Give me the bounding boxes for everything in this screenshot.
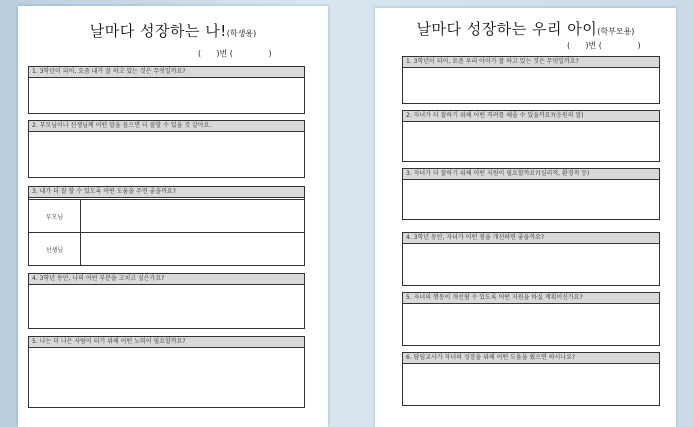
question-header: 5. 나는 더 나은 사람이 되기 위해 어떤 노력이 필요할까요? (29, 337, 304, 348)
answer-area[interactable] (29, 348, 304, 408)
answer-area[interactable] (29, 78, 304, 114)
answer-area[interactable] (403, 180, 659, 220)
answer-area[interactable] (29, 132, 304, 178)
parent-row-label: 부모님 (29, 200, 81, 233)
parent-title-main: 날마다 성장하는 우리 아이 (416, 20, 598, 38)
student-title-suffix: (학생용) (226, 29, 257, 38)
student-question-3 (28, 186, 305, 266)
parent-question-1 (402, 56, 660, 104)
question-header: 3. 자녀가 더 잘하기 위해 어떤 지원이 필요할까요?(심리적, 환경적 등) (403, 169, 659, 180)
parent-number-line: ( )번 ( ) (567, 41, 641, 50)
question-header: 4. 3학년 동안, 나의 어떤 부분을 고치고 싶은가요? (29, 274, 304, 285)
teacher-row[interactable] (29, 232, 304, 265)
parent-question-4 (402, 232, 660, 286)
student-question-2 (28, 120, 305, 178)
answer-area[interactable] (403, 68, 659, 104)
question-header: 5. 자녀의 행동이 개선될 수 있도록 어떤 지원을 하실 계획이신가요? (403, 293, 659, 304)
parent-title-suffix: (학부모용) (597, 27, 635, 36)
question-header: 3. 내가 더 잘 할 수 있도록 어떤 도움을 주면 좋을까요? (29, 187, 304, 198)
question-header: 2. 자녀가 더 잘하기 위해 어떤 격려를 해줄 수 있을까요?(응원의 말) (403, 111, 659, 122)
parent-row[interactable] (29, 199, 304, 233)
parent-worksheet (375, 8, 676, 427)
student-question-1 (28, 66, 305, 114)
answer-area[interactable] (403, 364, 659, 406)
parent-question-5 (402, 292, 660, 346)
student-worksheet (18, 6, 328, 427)
answer-area[interactable] (29, 285, 304, 329)
answer-area[interactable] (403, 122, 659, 162)
student-question-4 (28, 273, 305, 329)
question-header: 2. 부모님이나 선생님께 어떤 말을 들으면 더 잘할 수 있을 것 같아요. (29, 121, 304, 132)
answer-area[interactable] (403, 244, 659, 286)
student-number-line: ( )번 ( ) (198, 49, 272, 58)
student-title (18, 20, 328, 41)
teacher-row-label: 선생님 (29, 233, 81, 265)
parent-question-2 (402, 110, 660, 162)
student-title-main: 날마다 성장하는 나! (89, 22, 227, 40)
question-header: 1. 3학년이 되어, 요즘 우리 아이가 잘 하고 있는 것은 무엇일까요? (403, 57, 659, 68)
parent-title (375, 18, 676, 39)
parent-question-6 (402, 352, 660, 406)
parent-question-3 (402, 168, 660, 220)
question-header: 6. 담임교사가 자녀의 성장을 위해 어떤 도움을 줬으면 하시나요? (403, 353, 659, 364)
student-question-5 (28, 336, 305, 408)
answer-area[interactable] (403, 304, 659, 346)
question-header: 4. 3학년 동안, 자녀가 어떤 점을 개선하면 좋을까요? (403, 233, 659, 244)
question-header: 1. 3학년이 되어, 요즘 내가 잘 하고 있는 것은 무엇일까요? (29, 67, 304, 78)
